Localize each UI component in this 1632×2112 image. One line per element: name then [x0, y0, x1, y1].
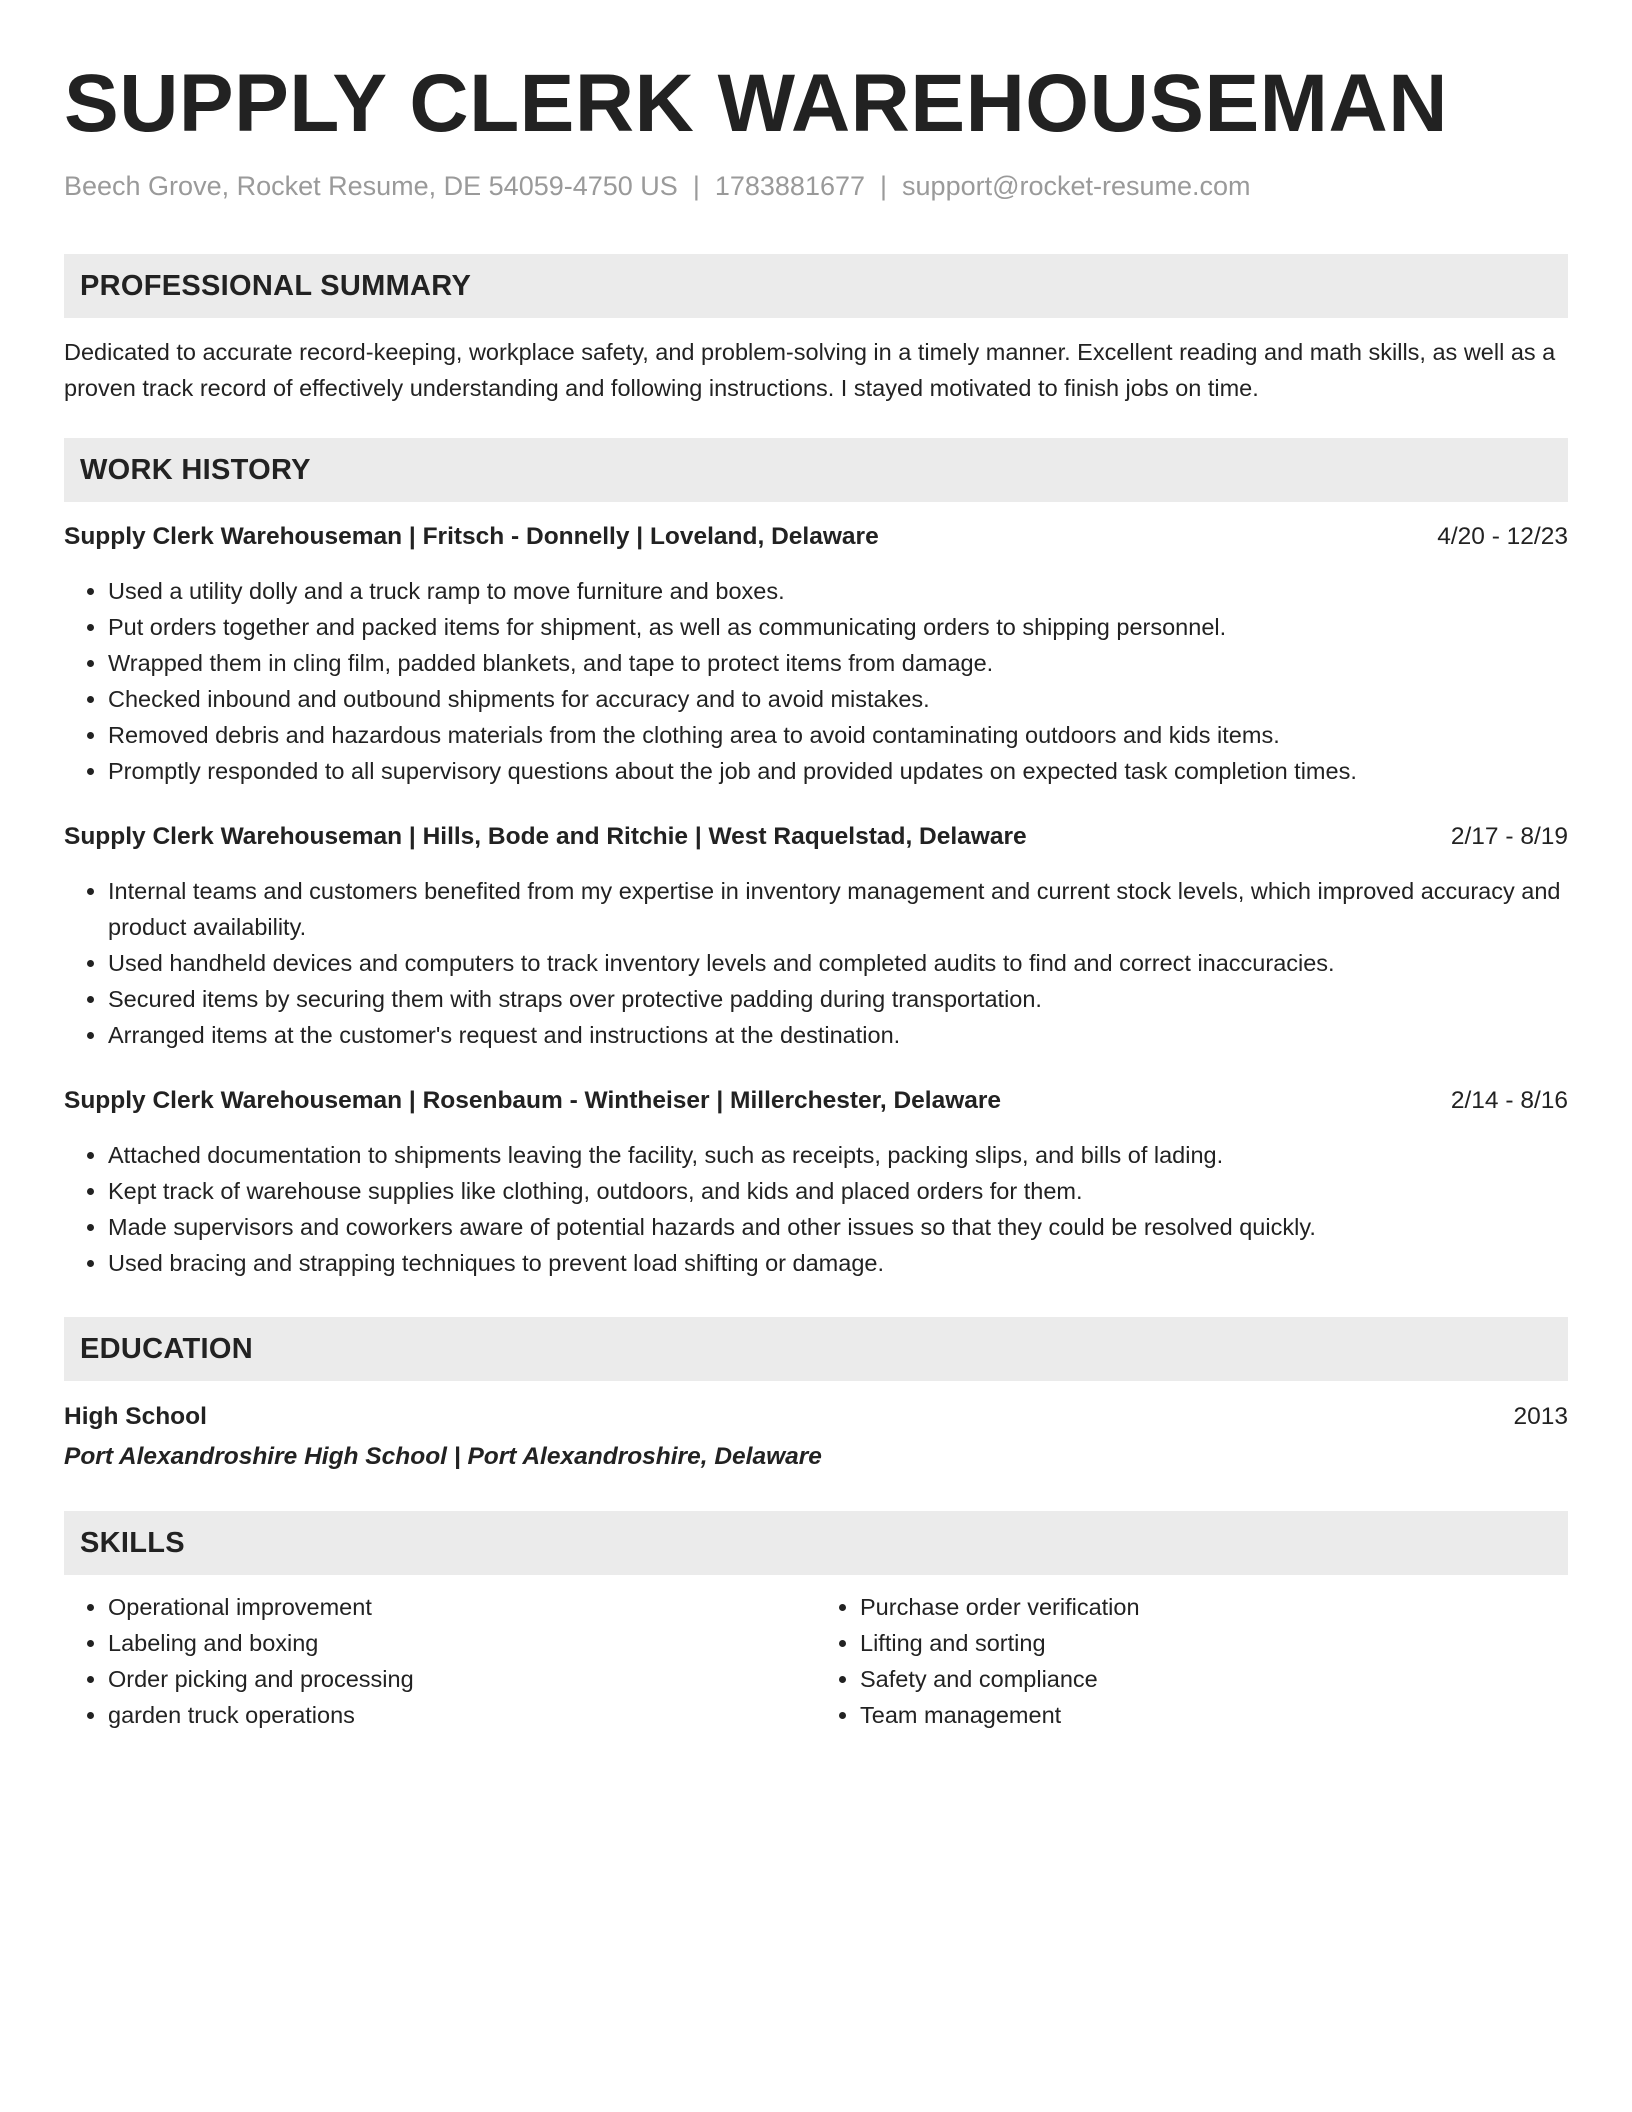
- job-title: Supply Clerk Warehouseman | Rosenbaum - Wintheiser | Millerchester, Delaware: [64, 1087, 1002, 1114]
- education-school: Port Alexandroshire High School | Port Alexandroshire, Delaware: [64, 1443, 822, 1470]
- section-heading-skills: SKILLS: [64, 1511, 1568, 1575]
- skill-item: • Safety and compliance: [860, 1661, 1568, 1697]
- contact-address: Beech Grove, Rocket Resume, DE 54059-4750 US: [64, 171, 678, 201]
- job-bullet: • Arranged items at the customer's request and instructions at the destination.: [108, 1017, 1568, 1053]
- job-bullet: • Internal teams and customers benefited from my expertise in inventory management and current stock levels, which improved accuracy and product availability.: [108, 873, 1568, 945]
- job-entry: [64, 1083, 1568, 1281]
- job-bullets: [64, 873, 1568, 1053]
- contact-separator: |: [692, 171, 700, 201]
- job-dates: 4/20 - 12/23: [1437, 523, 1568, 550]
- job-entry: [64, 819, 1568, 1053]
- job-bullet: • Wrapped them in cling film, padded blankets, and tape to protect items from damage.: [108, 645, 1568, 681]
- section-heading-work-history: WORK HISTORY: [64, 438, 1568, 502]
- summary-text: Dedicated to accurate record-keeping, workplace safety, and problem-solving in a timely manner. Excellent reading and math skills, as well as a proven track record of effectively understanding and following instructions. I stayed motivated to finish jobs on time.: [64, 339, 1556, 401]
- job-title: Supply Clerk Warehouseman | Fritsch - Donnelly | Loveland, Delaware: [64, 523, 879, 550]
- job-bullet: • Kept track of warehouse supplies like clothing, outdoors, and kids and placed orders for them.: [108, 1173, 1568, 1209]
- section-heading-summary: PROFESSIONAL SUMMARY: [64, 254, 1568, 318]
- job-bullet: • Used a utility dolly and a truck ramp to move furniture and boxes.: [108, 573, 1568, 609]
- skill-item: • Labeling and boxing: [108, 1625, 816, 1661]
- job-bullet: • Put orders together and packed items for shipment, as well as communicating orders to shipping personnel.: [108, 609, 1568, 645]
- skill-item: • Operational improvement: [108, 1589, 816, 1625]
- skills-list: [816, 1589, 1568, 1733]
- contact-separator: |: [880, 171, 888, 201]
- skill-item: • Purchase order verification: [860, 1589, 1568, 1625]
- contact-phone: 1783881677: [714, 171, 866, 201]
- candidate-name: SUPPLY CLERK WAREHOUSEMAN: [64, 58, 1448, 149]
- job-dates: 2/14 - 8/16: [1450, 1087, 1568, 1114]
- job-header: [64, 819, 1568, 855]
- education-header: [64, 1399, 1568, 1435]
- job-bullet: • Checked inbound and outbound shipments for accuracy and to avoid mistakes.: [108, 681, 1568, 717]
- job-bullet: • Used bracing and strapping techniques to prevent load shifting or damage.: [108, 1245, 1568, 1281]
- skill-item: • garden truck operations: [108, 1697, 816, 1733]
- section-heading-education: EDUCATION: [64, 1317, 1568, 1381]
- education-degree: High School: [64, 1403, 207, 1430]
- job-entry: [64, 519, 1568, 789]
- job-bullet: • Attached documentation to shipments leaving the facility, such as receipts, packing slips, and bills of lading.: [108, 1137, 1568, 1173]
- job-bullet: • Used handheld devices and computers to track inventory levels and completed audits to find and correct inaccuracies.: [108, 945, 1568, 981]
- skills-list: [64, 1589, 816, 1733]
- job-bullets: [64, 573, 1568, 789]
- contact-line: [64, 168, 1568, 204]
- job-bullet: • Secured items by securing them with straps over protective padding during transportation.: [108, 981, 1568, 1017]
- job-dates: 2/17 - 8/19: [1450, 823, 1568, 850]
- skill-item: • Team management: [860, 1697, 1568, 1733]
- skill-item: • Order picking and processing: [108, 1661, 816, 1697]
- skills-column-left: [64, 1589, 816, 1733]
- job-title: Supply Clerk Warehouseman | Hills, Bode and Ritchie | West Raquelstad, Delaware: [64, 823, 1027, 850]
- skill-item: • Lifting and sorting: [860, 1625, 1568, 1661]
- job-bullet: • Removed debris and hazardous materials from the clothing area to avoid contaminating outdoors and kids items.: [108, 717, 1568, 753]
- job-header: [64, 519, 1568, 555]
- job-bullet: • Promptly responded to all supervisory questions about the job and provided updates on expected task completion times.: [108, 753, 1568, 789]
- skills-grid: [64, 1589, 1568, 1733]
- education-year: 2013: [1513, 1403, 1568, 1430]
- job-header: [64, 1083, 1568, 1119]
- skills-column-right: [816, 1589, 1568, 1733]
- job-bullet: • Made supervisors and coworkers aware of potential hazards and other issues so that they could be resolved quickly.: [108, 1209, 1568, 1245]
- job-bullets: [64, 1137, 1568, 1281]
- contact-email: support@rocket-resume.com: [902, 171, 1251, 201]
